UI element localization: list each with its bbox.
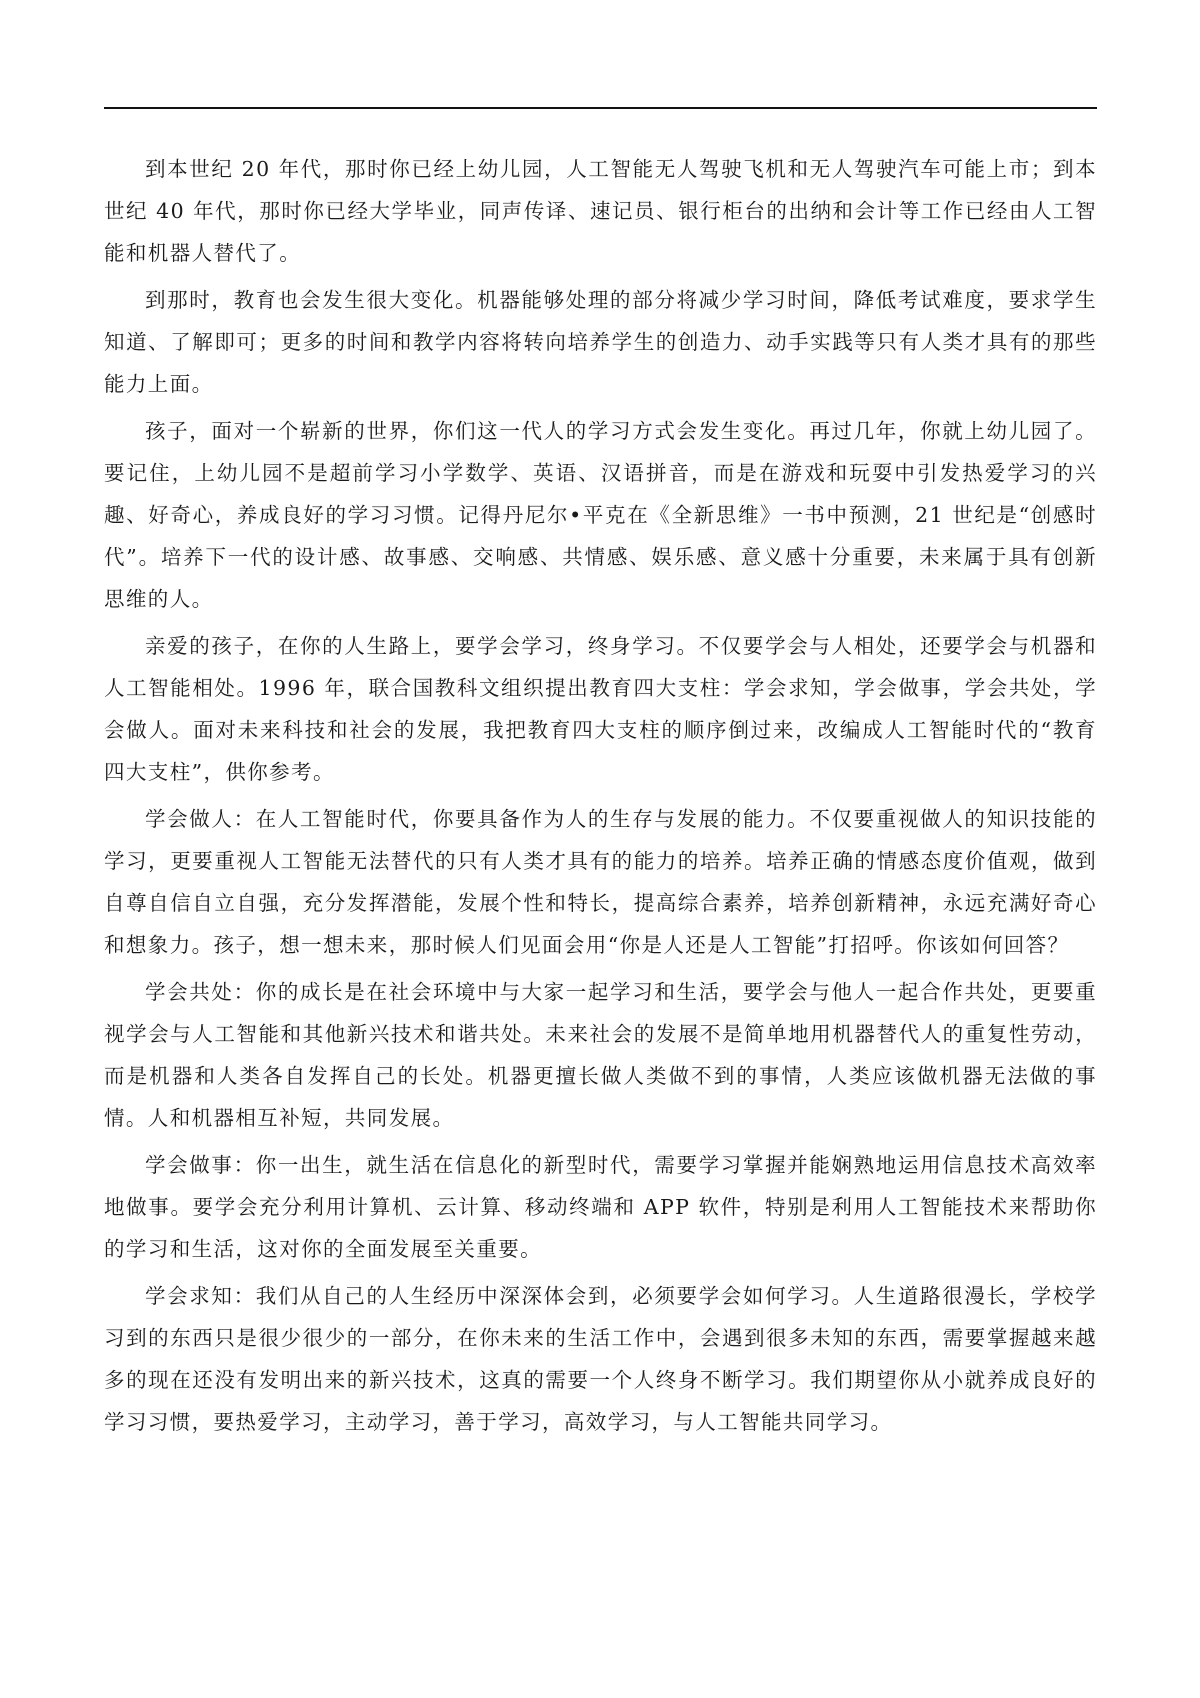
- paragraph: 孩子，面对一个崭新的世界，你们这一代人的学习方式会发生变化。再过几年，你就上幼儿园了。要记住，上幼儿园不是超前学习小学数学、英语、汉语拼音，而是在游戏和玩耍中引发热爱学习的兴趣、好奇心，养成良好的学习习惯。记得丹尼尔•平克在《全新思维》一书中预测，21 世纪是“创感时代”。培养下一代的设计感、故事感、交响感、共情感、娱乐感、意义感十分重要，未来属于具有创新思维的人。: [104, 419, 1097, 611]
- article-body: [104, 148, 1097, 1448]
- paragraph: 学会求知：我们从自己的人生经历中深深体会到，必须要学会如何学习。人生道路很漫长，学校学习到的东西只是很少很少的一部分，在你未来的生活工作中，会遇到很多未知的东西，需要掌握越来越多的现在还没有发明出来的新兴技术，这真的需要一个人终身不断学习。我们期望你从小就养成良好的学习习惯，要热爱学习，主动学习，善于学习，高效学习，与人工智能共同学习。: [104, 1284, 1097, 1434]
- paragraph: 到那时，教育也会发生很大变化。机器能够处理的部分将减少学习时间，降低考试难度，要求学生知道、了解即可；更多的时间和教学内容将转向培养学生的创造力、动手实践等只有人类才具有的那些能力上面。: [104, 288, 1097, 396]
- paragraph: 亲爱的孩子，在你的人生路上，要学会学习，终身学习。不仅要学会与人相处，还要学会与机器和人工智能相处。1996 年，联合国教科文组织提出教育四大支柱：学会求知，学会做事，学会共处，学会做人。面对未来科技和社会的发展，我把教育四大支柱的顺序倒过来，改编成人工智能时代的“教育四大支柱”，供你参考。: [104, 634, 1097, 784]
- paragraph: 学会做人：在人工智能时代，你要具备作为人的生存与发展的能力。不仅要重视做人的知识技能的学习，更要重视人工智能无法替代的只有人类才具有的能力的培养。培养正确的情感态度价值观，做到自尊自信自立自强，充分发挥潜能，发展个性和特长，提高综合素养，培养创新精神，永远充满好奇心和想象力。孩子，想一想未来，那时候人们见面会用“你是人还是人工智能”打招呼。你该如何回答？: [104, 807, 1097, 957]
- paragraph: 到本世纪 20 年代，那时你已经上幼儿园，人工智能无人驾驶飞机和无人驾驶汽车可能上市；到本世纪 40 年代，那时你已经大学毕业，同声传译、速记员、银行柜台的出纳和会计等工作已经由人工智能和机器人替代了。: [104, 157, 1097, 265]
- paragraph: 学会做事：你一出生，就生活在信息化的新型时代，需要学习掌握并能娴熟地运用信息技术高效率地做事。要学会充分利用计算机、云计算、移动终端和 APP 软件，特别是利用人工智能技术来帮助你的学习和生活，这对你的全面发展至关重要。: [104, 1153, 1097, 1261]
- header-rule: [104, 107, 1097, 109]
- paragraph: 学会共处：你的成长是在社会环境中与大家一起学习和生活，要学会与他人一起合作共处，更要重视学会与人工智能和其他新兴技术和谐共处。未来社会的发展不是简单地用机器替代人的重复性劳动，而是机器和人类各自发挥自己的长处。机器更擅长做人类做不到的事情，人类应该做机器无法做的事情。人和机器相互补短，共同发展。: [104, 980, 1097, 1130]
